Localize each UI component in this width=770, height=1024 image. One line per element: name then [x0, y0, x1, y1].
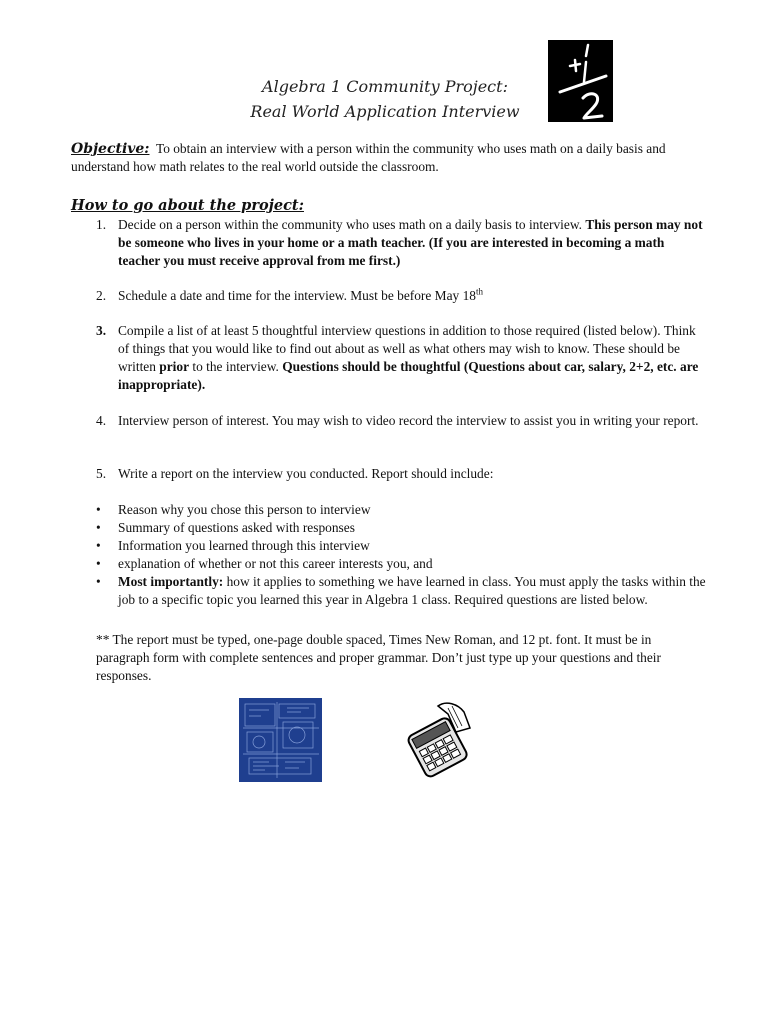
list-item-text: Information you learned through this interview: [118, 538, 370, 553]
title-line-1: Algebra 1 Community Project:: [262, 77, 508, 96]
step-number: 3.: [96, 323, 107, 338]
objective-paragraph: [71, 140, 701, 176]
bullet-icon: •: [96, 556, 101, 571]
list-item-text: explanation of whether or not this career interests you, and: [118, 556, 433, 571]
step-text: Schedule a date and time for the interview. Must be before May 18: [118, 288, 476, 303]
list-item: [96, 573, 706, 609]
objective-label: Objective:: [71, 141, 150, 157]
adding-machine-calculator-icon: [398, 698, 480, 778]
bullet-icon: •: [96, 502, 101, 517]
step-number: 5.: [96, 466, 107, 481]
bullet-icon: •: [96, 520, 101, 535]
step-text: Interview person of interest. You may wish to video record the interview to assist you in writing your report.: [118, 413, 699, 428]
step-bold-text: This person may not be someone who lives in your home or a math teacher. (If you are interested in becoming a math teacher you must receive approval from me first.): [118, 217, 703, 268]
step-bold-text: Questions should be thoughtful (Questions about car, salary, 2+2, etc. are inappropriate).: [118, 359, 699, 392]
step-number: 2.: [96, 288, 107, 303]
objective-text: To obtain an interview with a person within the community who uses math on a daily basis and understand how math relates to the real world outside the classroom.: [71, 141, 666, 174]
list-item-text: how it applies to something we have learned in class. You must apply the tasks within the job to a specific topic you learned this year in Algebra 1 class. Required questions are listed below.: [118, 574, 706, 607]
step-text: Write a report on the interview you conducted. Report should include:: [118, 466, 494, 481]
step-5: [96, 465, 706, 483]
one-half-fraction-icon: [548, 40, 613, 122]
superscript-th: th: [475, 286, 483, 297]
bullet-icon: •: [96, 574, 101, 589]
blueprint-clipart-icon: [239, 698, 322, 782]
report-bullet-list: [96, 501, 706, 609]
bullet-icon: •: [96, 538, 101, 553]
list-item: [96, 555, 706, 573]
title-line-2: Real World Application Interview: [250, 102, 520, 121]
list-item: [96, 519, 706, 537]
step-text-2: to the interview.: [189, 359, 283, 374]
list-item-text: Reason why you chose this person to interview: [118, 502, 371, 517]
step-text: Compile a list of at least 5 thoughtful interview questions in addition to those required (listed below). Think of things that you would like to find out about as well as what others may wish to know. These should be written: [118, 323, 696, 374]
step-bold-prior: prior: [159, 359, 190, 374]
howto-heading: How to go about the project:: [71, 197, 304, 214]
step-3: [96, 322, 706, 394]
step-number: 4.: [96, 413, 107, 428]
step-1: [96, 216, 706, 270]
list-item: [96, 537, 706, 555]
step-number: 1.: [96, 217, 107, 232]
list-item-text: Summary of questions asked with responses: [118, 520, 355, 535]
report-requirements-paragraph: ** The report must be typed, one-page double spaced, Times New Roman, and 12 pt. font. It must be in paragraph form with complete sentences and proper grammar. Don’t just type up your questions and their responses.: [96, 632, 661, 683]
list-item: [96, 501, 706, 519]
page-title: [200, 74, 570, 124]
step-4: [96, 412, 706, 430]
step-text: Decide on a person within the community who uses math on a daily basis to interview.: [118, 217, 586, 232]
list-item-bold: Most importantly:: [118, 574, 224, 589]
step-2: [96, 287, 706, 305]
